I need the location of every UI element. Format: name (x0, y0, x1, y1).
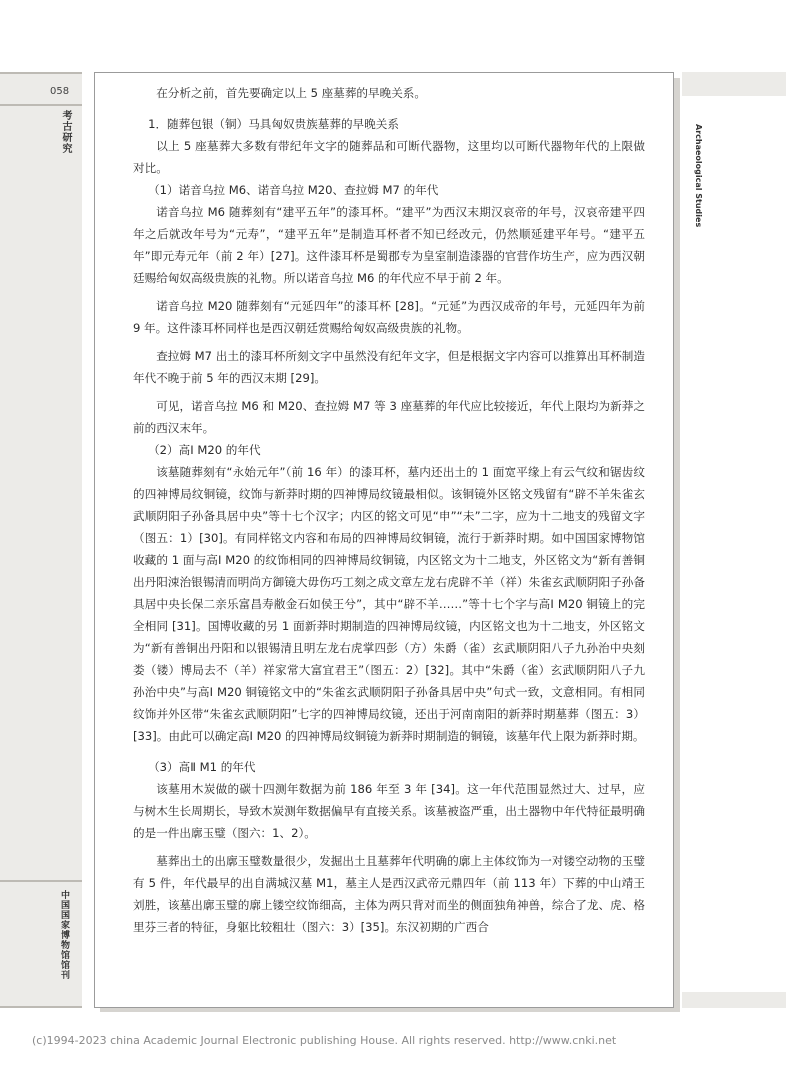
section-heading: （3）高Ⅱ M1 的年代 (148, 760, 256, 774)
section-heading: （2）高Ⅰ M20 的年代 (148, 443, 261, 457)
paragraph: 该墓随葬刻有“永始元年”（前 16 年）的漆耳杯，墓内还出土的 1 面宽平缘上有云气纹和锯齿纹的四神博局纹铜镜，纹饰与新莽时期的四神博局纹镜最相似。该铜镜外区铭文残留有“辟不羊朱雀玄武顺阴阳子孙备具居中央”等十七个汉字；内区的铭文可见“申”“未”二字，应为十二地支的残留文字（图五：1）[30]。有同样铭文内容和布局的四神博局纹铜镜，流行于新莽时期。如中国国家博物馆收藏的 1 面与高Ⅰ M20 的纹饰相同的四神博局纹铜镜，内区铭文为十二地支，外区铭文为“新有善铜出丹阳涑治银锡清而明尚方御镜大毋伤巧工刻之成文章左龙右虎辟不羊（祥）朱雀玄武顺阴阳子孙备具居中央长保二亲乐富昌寿敝金石如侯王兮”，其中“辟不羊……”等十七个字与高Ⅰ M20 铜镜上的完全相同 [31]。国博收藏的另 1 面新莽时期制造的四神博局纹镜，内区铭文也为十二地支，外区铭文为“新有善铜出丹阳和以银锡清且明左龙右虎掌四彭（方）朱爵（雀）玄武顺阴阳八子九孙治中央刻娄（镂）博局去不（羊）祥家常大富宜君王”（图五：2）[32]。其中“朱爵（雀）玄武顺阴阳八子九孙治中央”与高Ⅰ M20 铜镜铭文中的“朱雀玄武顺阴阳子孙备具居中央”句式一致，文意相同。有相同纹饰并外区带“朱雀玄武顺阴阳”七字的四神博局纹镜，还出于河南南阳的新莽时期墓葬（图五：3）[33]。由此可以确定高Ⅰ M20 的四神博局纹铜镜为新莽时期制造的铜镜，该墓年代上限为新莽时期。 (133, 465, 645, 743)
paragraph: 诺音乌拉 M20 随葬刻有“元延四年”的漆耳杯 [28]。“元延”为西汉成帝的年号，元延四年为前 9 年。这件漆耳杯同样也是西汉朝廷赏赐给匈奴高级贵族的礼物。 (133, 299, 645, 335)
body-text (133, 82, 645, 938)
copyright-footer: (c)1994-2023 china Academic Journal Electronic publishing House. All rights reserved. http://www.cnki.net (32, 1034, 617, 1047)
paragraph: 该墓用木炭做的碳十四测年数据为前 186 年至 3 年 [34]。这一年代范围显然过大、过早，应与树木生长周期长，导致木炭测年数据偏早有直接关系。该墓被盗严重，出土器物中年代特征最明确的是一件出廓玉璧（图六：1、2）。 (133, 782, 645, 840)
page-number: 058 (50, 86, 70, 97)
paragraph: 查拉姆 M7 出土的漆耳杯所刻文字中虽然没有纪年文字，但是根据文字内容可以推算出耳杯制造年代不晚于前 5 年的西汉末期 [29]。 (133, 349, 645, 385)
journal-name-left: 考古研究 (60, 110, 71, 154)
left-margin-band (0, 72, 82, 1008)
paragraph: 可见，诺音乌拉 M6 和 M20、查拉姆 M7 等 3 座墓葬的年代应比较接近，年代上限均为新莽之前的西汉末年。 (133, 399, 645, 435)
frame-shadow (674, 78, 680, 1010)
paragraph: 墓葬出土的出廓玉璧数量很少，发掘出土且墓葬年代明确的廓上主体纹饰为一对镂空动物的玉璧有 5 件，年代最早的出自满城汉墓 M1，墓主人是西汉武帝元鼎四年（前 113 年）下葬的中山靖王刘胜，该墓出廓玉璧的廓上镂空纹饰细高，主体为两只背对而坐的侧面独角神兽，综合了龙、虎、格里芬三者的特征，身躯比较粗壮（图六：3）[35]。东汉初期的广西合 (133, 854, 645, 934)
frame-shadow-bottom (100, 1008, 680, 1012)
museum-name: 中国国家博物馆馆刊 (59, 890, 69, 980)
paragraph: 在分析之前，首先要确定以上 5 座墓葬的早晚关系。 (156, 86, 426, 100)
section-heading: （1）诺音乌拉 M6、诺音乌拉 M20、查拉姆 M7 的年代 (148, 183, 439, 197)
journal-name-right: Archaeological Studies (694, 124, 703, 228)
paragraph: 以上 5 座墓葬大多数有带纪年文字的随葬品和可断代器物，这里均以可断代器物年代的上限做对比。 (133, 139, 645, 175)
section-heading: 1．随葬包银（铜）马具匈奴贵族墓葬的早晚关系 (148, 117, 399, 131)
paragraph: 诺音乌拉 M6 随葬刻有“建平五年”的漆耳杯。“建平”为西汉末期汉哀帝的年号，汉哀帝建平四年之后就改年号为“元寿”，“建平五年”是制造耳杯者不知已经改元，仍然顺延建平年号。“建平五年”即元寿元年（前 2 年）[27]。这件漆耳杯是蜀郡专为皇室制造漆器的官营作坊生产，应为西汉朝廷赐给匈奴高级贵族的礼物。所以诺音乌拉 M6 的年代应不早于前 2 年。 (133, 205, 645, 285)
